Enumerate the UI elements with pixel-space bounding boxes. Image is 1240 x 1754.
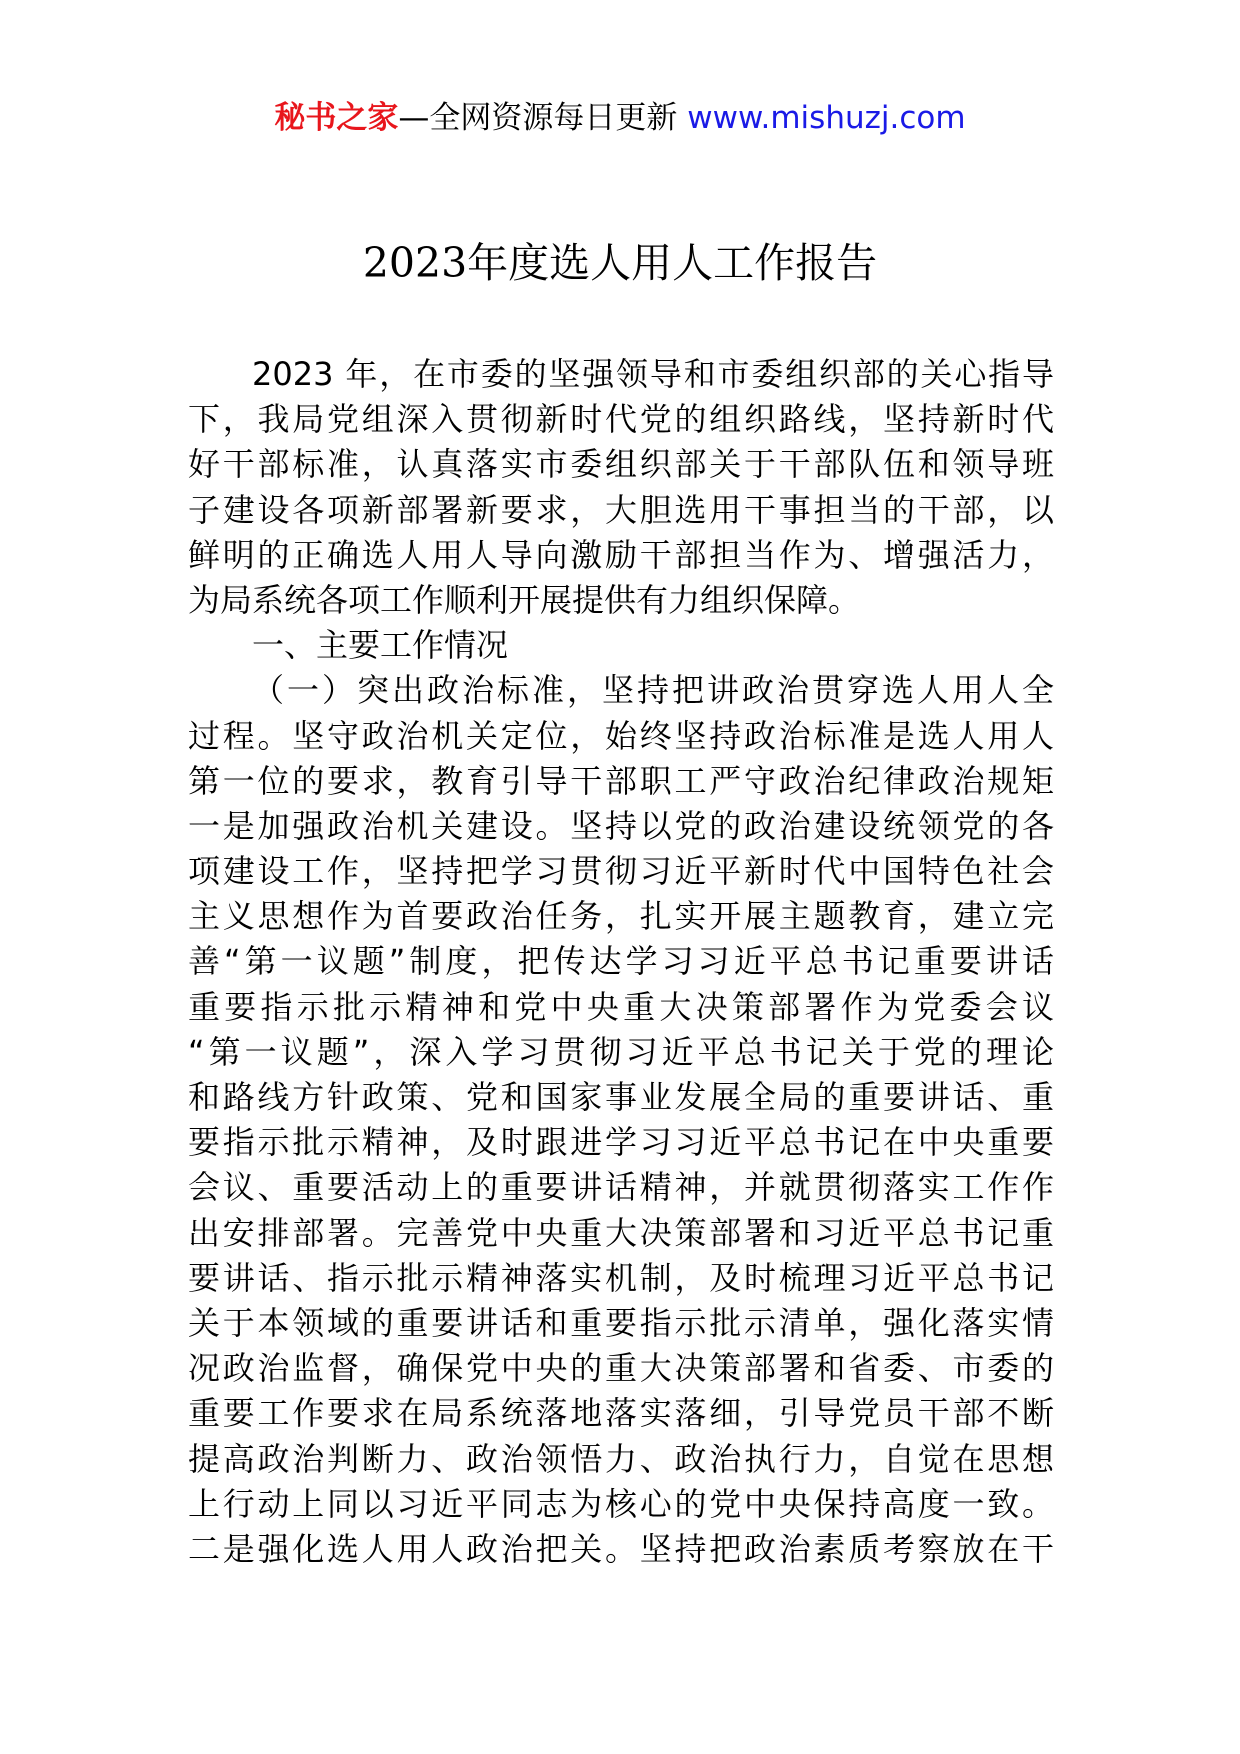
- body-line: 项建设工作，坚持把学习贯彻习近平新时代中国特色社会: [188, 852, 1054, 891]
- body-line: 鲜明的正确选人用人导向激励干部担当作为、增强活力，: [188, 535, 1054, 574]
- body-line: 出安排部署。完善党中央重大决策部署和习近平总书记重: [188, 1213, 1054, 1252]
- body-line: 会议、重要活动上的重要讲话精神，并就贯彻落实工作作: [188, 1168, 1054, 1207]
- page-header: [0, 98, 1240, 138]
- body-line: 关于本领域的重要讲话和重要指示批示清单，强化落实情: [188, 1303, 1054, 1342]
- header-url-link[interactable]: www.mishuzj.com: [687, 100, 966, 136]
- body-line: 子建设各项新部署新要求，大胆选用干事担当的干部，以: [188, 490, 1054, 529]
- body-line: 过程。坚守政治机关定位，始终坚持政治标准是选人用人: [188, 716, 1054, 755]
- body-line: 和路线方针政策、党和国家事业发展全局的重要讲话、重: [188, 1078, 1054, 1116]
- body-line: 重要工作要求在局系统落地落实落细，引导党员干部不断: [188, 1394, 1054, 1433]
- body-line: 一是加强政治机关建设。坚持以党的政治建设统领党的各: [188, 806, 1054, 845]
- body-line: 2023 年，在市委的坚强领导和市委组织部的关心指导: [252, 355, 1054, 393]
- header-slogan: —全网资源每日更新: [398, 100, 688, 136]
- document-title: 2023年度选人用人工作报告: [362, 239, 878, 287]
- body-line: （一）突出政治标准，坚持把讲政治贯穿选人用人全: [252, 671, 1054, 710]
- body-line: 下，我局党组深入贯彻新时代党的组织路线，坚持新时代: [188, 400, 1054, 439]
- body-line: 主义思想作为首要政治任务，扎实开展主题教育，建立完: [188, 897, 1054, 936]
- body-line: 善“第一议题”制度，把传达学习习近平总书记重要讲话: [188, 942, 1054, 981]
- body-line: “第一议题”，深入学习贯彻习近平总书记关于党的理论: [188, 1032, 1054, 1071]
- body-line: 况政治监督，确保党中央的重大决策部署和省委、市委的: [188, 1349, 1054, 1388]
- body-line: 要讲话、指示批示精神落实机制，及时梳理习近平总书记: [188, 1258, 1054, 1297]
- body-line: 上行动上同以习近平同志为核心的党中央保持高度一致。: [188, 1484, 1054, 1523]
- body-line: 二是强化选人用人政治把关。坚持把政治素质考察放在干: [188, 1529, 1054, 1568]
- document-body: [188, 352, 1054, 1572]
- body-line: 好干部标准，认真落实市委组织部关于干部队伍和领导班: [188, 445, 1054, 484]
- body-line: 要指示批示精神，及时跟进学习习近平总书记在中央重要: [188, 1123, 1054, 1162]
- header-brand: 秘书之家: [274, 100, 399, 136]
- body-line: 提高政治判断力、政治领悟力、政治执行力，自觉在思想: [188, 1439, 1054, 1478]
- body-line: 重要指示批示精神和党中央重大决策部署作为党委会议: [188, 987, 1054, 1026]
- body-line: 第一位的要求，教育引导干部职工严守政治纪律政治规矩: [188, 761, 1054, 800]
- section-heading: 一、主要工作情况: [252, 626, 509, 665]
- body-line: 为局系统各项工作顺利开展提供有力组织保障。: [188, 580, 861, 619]
